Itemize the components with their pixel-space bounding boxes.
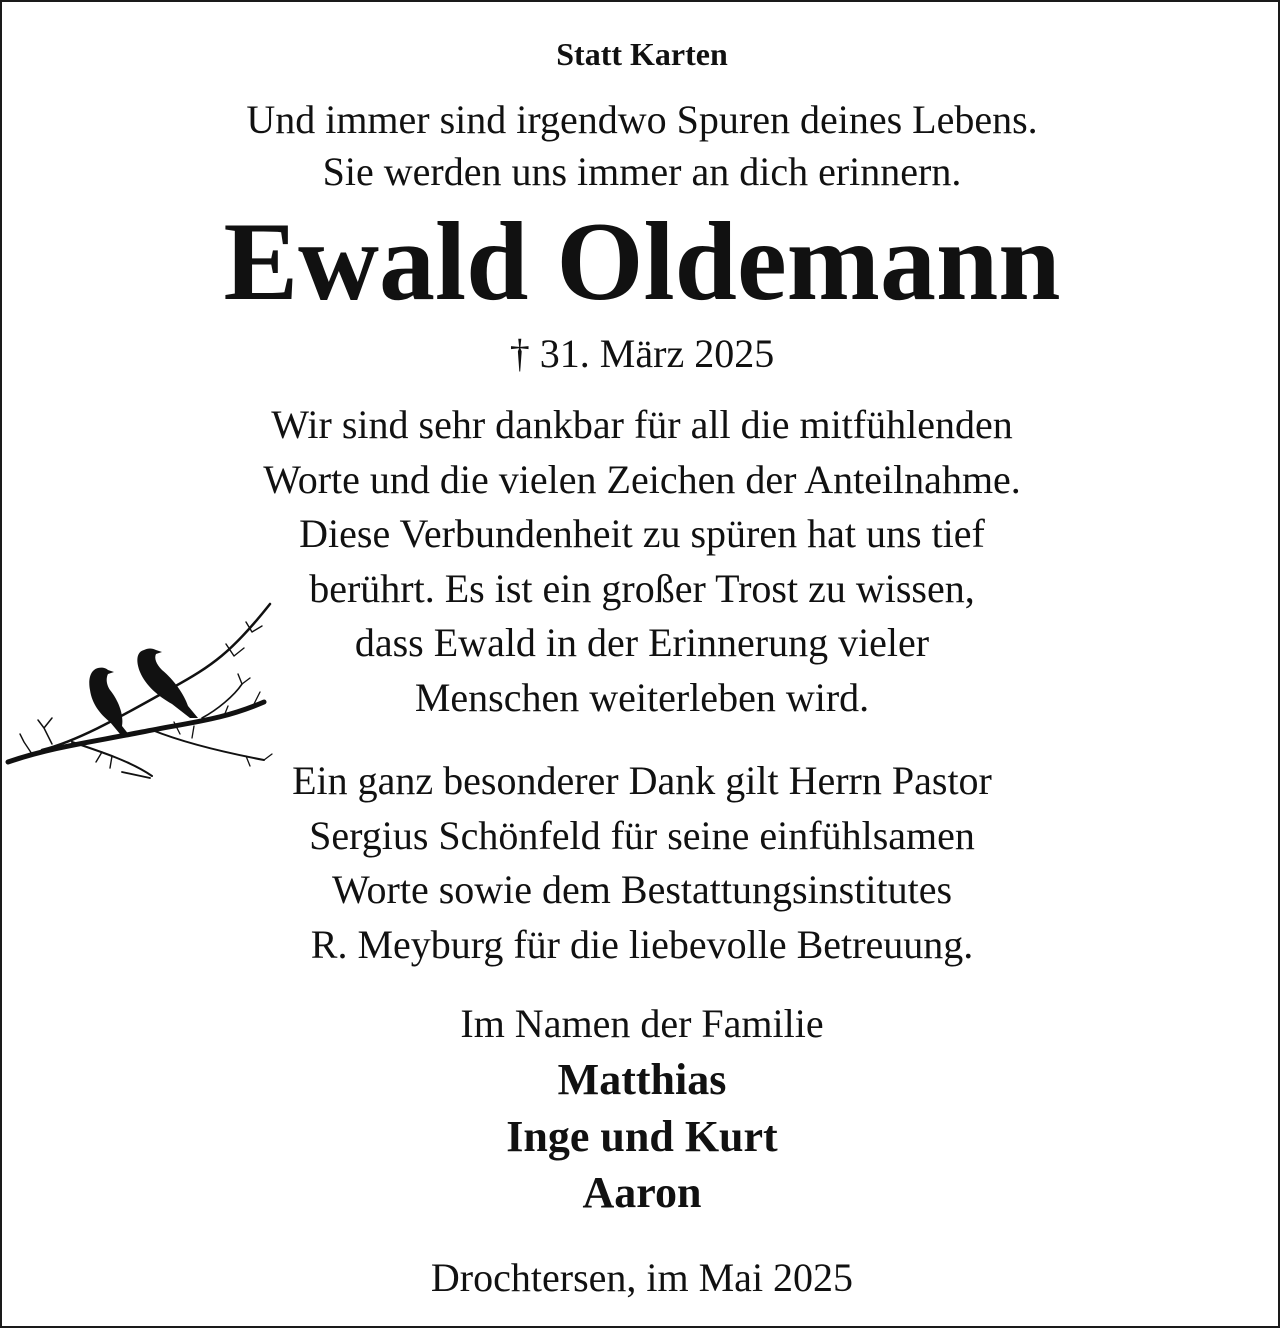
birds-on-branch-icon [2,592,282,792]
paragraph-line: Sergius Schönfeld für seine einfühlsamen [309,812,975,858]
death-date: † 31. März 2025 [509,331,775,376]
paragraph-line: Wir sind sehr dankbar für all die mitfühlenden [271,402,1013,447]
paragraph-line: Worte sowie dem Bestattungsinstitutes [331,867,953,912]
family-names [2,1052,1280,1222]
paragraph-line: berührt. Es ist ein großer Trost zu wissen, [309,565,975,611]
verse-line: Und immer sind irgendwo Spuren deines Lebens. [246,97,1038,142]
paragraph-line: Worte und die vielen Zeichen der Anteilnahme. [263,456,1021,502]
family-intro: Im Namen der Familie [460,1001,824,1046]
deceased-name: Ewald Oldemann [223,200,1061,324]
paragraph-line: Ein ganz besonderer Dank gilt Herrn Pastor [292,758,992,803]
family-member-name: Inge und Kurt [506,1111,778,1161]
verse-line: Sie werden uns immer an dich erinnern. [322,149,962,194]
paragraph-line: Menschen weiterleben wird. [414,674,870,720]
family-member-name: Aaron [582,1168,702,1217]
headline: Statt Karten [556,36,728,72]
family-member-name: Matthias [557,1055,727,1104]
paragraph-line: dass Ewald in der Erinnerung vieler [354,620,930,665]
place-date: Drochtersen, im Mai 2025 [430,1255,854,1300]
paragraph-line: Diese Verbundenheit zu spüren hat uns tief [299,511,985,556]
memorial-verse [2,94,1280,198]
paragraph-line: R. Meyburg für die liebevolle Betreuung. [310,921,974,967]
